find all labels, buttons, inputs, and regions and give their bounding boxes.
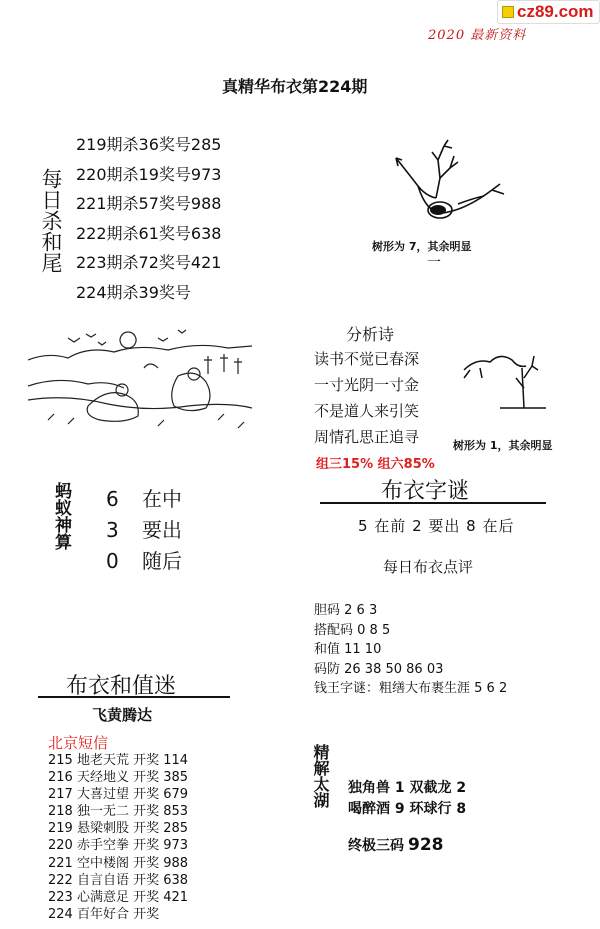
history-row: 217 大喜过望 开奖 679 <box>48 787 189 803</box>
tree-sketch-2-illustration <box>460 348 550 414</box>
tree-caption-1: 树形为 7，其余明显 <box>372 240 472 253</box>
beijing-history-list <box>48 752 188 923</box>
tree-caption-1-mark: 一 <box>427 255 441 271</box>
ant-word: 要出 <box>142 518 182 542</box>
kill-item: 224期杀39奖号 <box>76 282 191 302</box>
final-three-code <box>348 835 444 855</box>
history-row: 216 天经地义 开奖 385 <box>48 770 189 786</box>
poem-title: 分析诗 <box>346 325 395 344</box>
daily-kill-label: 每日杀和尾 <box>39 168 63 273</box>
daily-kill-list <box>76 130 221 308</box>
beijing-label: 北京短信 <box>48 734 109 752</box>
history-row: 219 悬梁刺股 开奖 285 <box>48 821 189 837</box>
ant-word: 在中 <box>142 487 182 511</box>
hezhi-divider <box>38 696 230 698</box>
jingjie-lines <box>348 778 466 820</box>
stats-item: 和值 11 10 <box>314 642 382 657</box>
final-label: 终极三码 <box>348 838 404 854</box>
tree-caption-2: 树形为 1，其余明显 <box>453 439 553 452</box>
riddle-title: 布衣字谜 <box>381 479 470 504</box>
ant-digit: 3 <box>106 518 119 542</box>
poem-line: 读书不觉已春深 <box>314 350 420 368</box>
page-title: 真精华布衣第224期 <box>222 77 368 96</box>
ant-digits <box>106 484 119 577</box>
poem-line: 一寸光阴一寸金 <box>314 376 420 394</box>
ant-digit: 0 <box>106 549 119 573</box>
site-badge[interactable] <box>497 0 600 24</box>
jingjie-label: 精解太湖 <box>311 744 330 808</box>
ant-digit: 6 <box>106 487 119 511</box>
landscape-sketch-illustration <box>28 316 252 438</box>
hezhi-title: 布衣和值迷 <box>66 674 177 699</box>
history-row: 221 空中楼阁 开奖 988 <box>48 855 189 871</box>
group-percentage: 组三15% 组六85% <box>316 457 435 472</box>
stats-item: 搭配码 0 8 5 <box>314 622 391 638</box>
ant-word: 随后 <box>142 549 182 573</box>
history-row: 218 独一无二 开奖 853 <box>48 804 189 820</box>
history-row: 224 百年好合 开奖 <box>48 906 160 922</box>
kill-item: 223期杀72奖号421 <box>76 253 222 273</box>
daily-review-title: 每日布衣点评 <box>383 558 474 576</box>
kill-item: 222期杀61奖号638 <box>76 223 222 243</box>
ant-words <box>142 484 182 577</box>
stats-item: 码防 26 38 50 86 03 <box>314 661 444 677</box>
jingjie-line: 喝醉酒 9 环球行 8 <box>348 801 467 817</box>
site-name: cz89.com <box>517 2 594 21</box>
history-row: 222 自言自语 开奖 638 <box>48 872 189 888</box>
hezhi-subtitle: 飞黄腾达 <box>92 706 153 724</box>
jingjie-line: 独角兽 1 双截龙 2 <box>348 780 467 796</box>
tree-sketch-1-illustration <box>388 138 508 230</box>
stats-list <box>314 601 507 699</box>
history-row: 223 心满意足 开奖 421 <box>48 889 189 905</box>
kill-item: 219期杀36奖号285 <box>76 135 222 154</box>
poem-lines <box>314 346 419 450</box>
stats-item: 胆码 2 6 3 <box>314 603 378 618</box>
final-value: 928 <box>408 835 444 855</box>
riddle-divider <box>320 502 546 504</box>
poem-line: 不是道人来引笑 <box>314 402 420 420</box>
kill-item: 221期杀57奖号988 <box>76 194 222 214</box>
poem-line: 周情孔思正追寻 <box>314 428 420 446</box>
history-row: 215 地老天荒 开奖 114 <box>48 753 189 768</box>
year-tag: 2020 最新资料 <box>428 28 527 43</box>
history-row: 220 赤手空拳 开奖 973 <box>48 838 189 854</box>
riddle-text: 5 在前 2 要出 8 在后 <box>358 517 515 535</box>
stats-item: 钱王字谜：粗缮大布裹生涯 5 6 2 <box>314 681 508 696</box>
kill-item: 220期杀19奖号973 <box>76 164 222 184</box>
site-logo-icon <box>502 6 514 18</box>
ant-label: 蚂蚁神算 <box>51 482 71 550</box>
